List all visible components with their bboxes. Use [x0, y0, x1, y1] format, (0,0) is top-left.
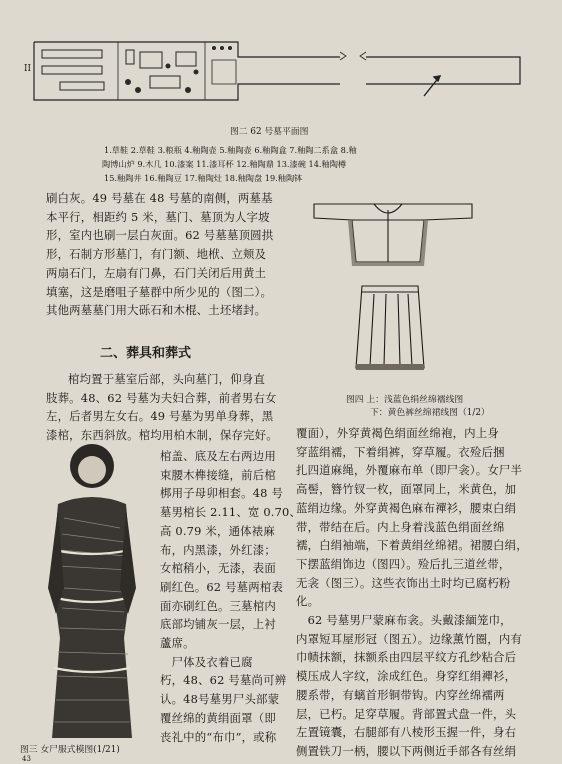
text-line: 棺均置于墓室后部，头向墓门，仰身直	[68, 372, 266, 386]
text-line: 布，内黑漆，外红漆；	[160, 542, 276, 557]
text-line: 化。	[296, 594, 320, 609]
text-line: 覆丝绵的黄绢面罩（即	[160, 710, 276, 725]
text-line: 左置镜囊，右腿部有八棱形玉握一件，身右	[296, 725, 517, 740]
text-line: 认。48号墓男尸头部蒙	[160, 692, 280, 707]
left-paragraph-mid	[46, 370, 278, 445]
plan-label-left: II	[24, 64, 31, 74]
text-line: 两扇石门，左扇有门鼻，石门关闭后用黄土	[46, 265, 267, 280]
text-line: 女棺稍小，无漆，表面	[160, 561, 276, 576]
page-number: 43	[22, 755, 31, 763]
text-line: 梆用子母卯相套。48 号	[160, 486, 284, 501]
text-line: 带，带结在后。内上身着浅蓝色绢面丝绵	[296, 519, 505, 534]
figure2-caption: 图二 62 号墓平面图	[230, 127, 309, 137]
text-line: 形，室内也刷一层白灰面。62 号墓墓顶圆拱	[46, 228, 274, 243]
text-line: 侧置铁刀一柄，腰以下两侧近手部各有丝绢	[296, 743, 517, 758]
text-line: 尸体及衣着已腐	[160, 654, 253, 669]
text-line: 棺盖、底及左右两边用	[160, 449, 276, 463]
text-line: 62 号墓男尸蒙麻布衾。头戴漆緬笼巾，	[296, 613, 512, 628]
text-line: 底部均铺灰一层，上衬	[160, 617, 276, 632]
text-line: 腰系带，有螭首形铜带钩。内穿丝绵襦两	[296, 687, 505, 702]
text-line: 扎四道麻绳，外覆麻布单（即尸衾）。女尸半	[296, 463, 523, 478]
text-line: 刷红色。62 号墓两棺表	[160, 579, 284, 594]
text-line: 左，后者男左女右。49 号墓为男单身葬，黑	[46, 409, 274, 424]
figure4-caption-line1: 图四 上：浅蓝色绢丝绵襦线图	[346, 395, 464, 405]
text-line: 无衾（图三）。这些衣饰出土时均已腐朽粉	[296, 575, 511, 590]
text-line: 朽，48、62 号墓尚可辨	[160, 673, 287, 688]
text-line: 下摆蓝绢饰边（图四）。殓后扎三道丝带，	[296, 556, 511, 571]
garment-drawing-figure	[308, 196, 478, 386]
text-line: 墓男棺长 2.11、宽 0.70、	[160, 505, 302, 520]
text-line: 襦，白绢袖端，下着黄绢丝绵裙。裙腰白绢，	[296, 538, 528, 553]
tomb-plan-figure	[0, 0, 562, 140]
legend-line: 陶博山炉 9.木几 10.漆案 11.漆耳杯 12.釉陶鼎 13.漆碗 14.釉陶樽	[102, 158, 347, 169]
text-line: 填塞，这是磨咀子墓群中所少见的（图二）。	[46, 284, 273, 299]
text-line: 肢葬。48、62 号墓为夫妇合葬，前者男右女	[46, 390, 277, 405]
text-line: 形，石制方形墓门，有门额、地栿、立颊及	[46, 247, 267, 262]
text-line: 内罩短耳屋形冠（图五）。边缘薰竹圈，内有	[296, 631, 523, 646]
section-heading: 二、葬具和葬式	[100, 346, 192, 361]
text-line: 刷白灰。49 号墓在 48 号墓的南侧，两墓基	[46, 191, 273, 205]
text-line: 高髻，簪竹钗一枚，面罩同上，米黄色，加	[296, 482, 517, 497]
text-line: 穿蓝绢襦，下着绢裤，穿草履。衣殓后捆	[296, 444, 505, 459]
female-burial-figure	[28, 438, 158, 748]
text-line: 其他两墓墓门用大砾石和木棍、土坯堵封。	[46, 303, 267, 318]
left-paragraph-top	[46, 189, 273, 320]
legend-line: 1.草鞋 2.草鞋 3.粮瓶 4.釉陶壶 5.釉陶壶 6.釉陶盒 7.釉陶二系盒 8.釉	[104, 145, 357, 155]
text-line: 本平行，相距约 5 米，墓门、墓顶为人字坡	[46, 209, 270, 224]
text-line: 蘆席。	[160, 636, 195, 651]
legend-line: 15.釉陶井 16.釉陶豆 17.釉陶灶 18.釉陶盘 19.釉陶钵	[104, 172, 303, 183]
figure4-caption-line2: 下：黄色裤丝绵裙线图（1/2）	[370, 408, 490, 418]
figure3-caption: 图三 女尸服式模图(1/21)	[20, 745, 120, 755]
text-line: 覆面），外穿黄褐色绢面丝绵袍，内上身	[296, 426, 499, 440]
text-line: 束腰木榫接缝，前后棺	[160, 467, 276, 482]
text-line: 模压成人字纹，涂成红色。身穿红绢襌衫，	[296, 669, 517, 684]
text-line: 面亦刷红色。三墓棺内	[160, 598, 276, 613]
left-narrow-column	[160, 447, 301, 746]
text-line: 漆棺，东西斜放。棺均用柏木制，保存完好。	[46, 428, 278, 443]
right-column-text	[296, 424, 528, 761]
text-line: 蓝绢边缘。外穿黄褐色麻布襌衫，腰束白绢	[296, 500, 517, 515]
text-line: 层，已朽。足穿草履。背部置式盘一件，头	[296, 706, 517, 721]
figure2-legend	[104, 144, 357, 185]
text-line: 巾帻抹额，抹额系由四层平纹方孔纱粘合后	[296, 650, 517, 665]
text-line: 丧礼中的“布巾”，或称	[160, 729, 277, 744]
text-line: 高 0.79 米，通体裱麻	[160, 523, 275, 538]
